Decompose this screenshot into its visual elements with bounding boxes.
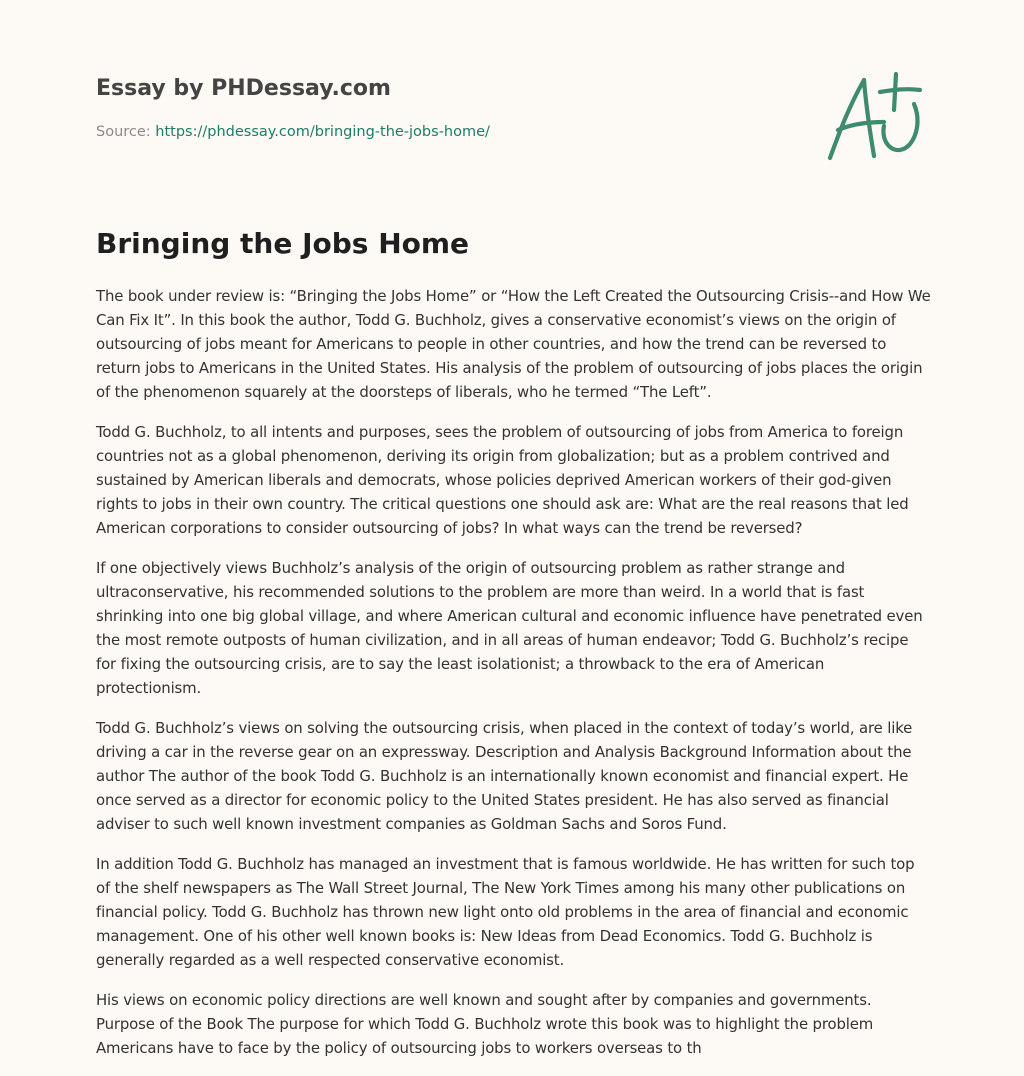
source-label: Source: — [96, 124, 156, 140]
header — [96, 74, 796, 142]
source-line — [96, 122, 796, 142]
site-brand: Essay by PHDessay.com — [96, 76, 391, 101]
article-body — [96, 284, 932, 1076]
paragraph: The book under review is: “Bringing the Jobs Home” or “How the Left Created the Outsourcing Crisis--and How We Can Fix It”. In this book the author, Todd G. Buchholz, gives a conservative economist’s views on the origin of outsourcing of jobs meant for Americans to people in other countries, and how the trend can be reversed to return jobs to Americans in the United States. His analysis of the problem of outsourcing of jobs places the origin of the phenomenon squarely at the doorsteps of liberals, who he termed “The Left”. — [96, 287, 931, 401]
a-plus-grade-icon — [820, 66, 930, 166]
paragraph: If one objectively views Buchholz’s analysis of the origin of outsourcing problem as rather strange and ultraconservative, his recommended solutions to the problem are more than weird. In a world that is fast shrinking into one big global village, and where American cultural and economic influence have penetrated even the most remote outposts of human civilization, and in all areas of human endeavor; Todd G. Buchholz’s recipe for fixing the outsourcing crisis, are to say the least isolationist; a throwback to the era of American protectionism. — [96, 559, 923, 697]
paragraph: In addition Todd G. Buchholz has managed an investment that is famous worldwide. He has written for such top of the shelf newspapers as The Wall Street Journal, The New York Times among his many other publications on financial policy. Todd G. Buchholz has thrown new light onto old problems in the area of financial and economic management. One of his other well known books is: New Ideas from Dead Economics. Todd G. Buchholz is generally regarded as a well respected conservative economist. — [96, 855, 915, 969]
paragraph: Todd G. Buchholz’s views on solving the outsourcing crisis, when placed in the context of today’s world, are like driving a car in the reverse gear on an expressway. Description and Analysis Background Information about the author The author of the book Todd G. Buchholz is an internationally known economist and financial expert. He once served as a director for economic policy to the United States president. He has also served as financial adviser to such well known investment companies as Goldman Sachs and Soros Fund. — [96, 719, 913, 833]
source-link[interactable]: https://phdessay.com/bringing-the-jobs-home/ — [155, 124, 490, 140]
page-title: Bringing the Jobs Home — [96, 227, 470, 260]
paragraph: His views on economic policy directions are well known and sought after by companies and governments. Purpose of the Book The purpose for which Todd G. Buchholz wrote this book was to highlight the problem Americans have to face by the policy of outsourcing jobs to workers overseas to th — [96, 991, 874, 1057]
paragraph: Todd G. Buchholz, to all intents and purposes, sees the problem of outsourcing of jobs from America to foreign countries not as a global phenomenon, deriving its origin from globalization; but as a problem contrived and sustained by American liberals and democrats, whose policies deprived American workers of their god-given rights to jobs in their own country. The critical questions one should ask are: What are the real reasons that led American corporations to consider outsourcing of jobs? In what ways can the trend be reversed? — [96, 423, 909, 537]
